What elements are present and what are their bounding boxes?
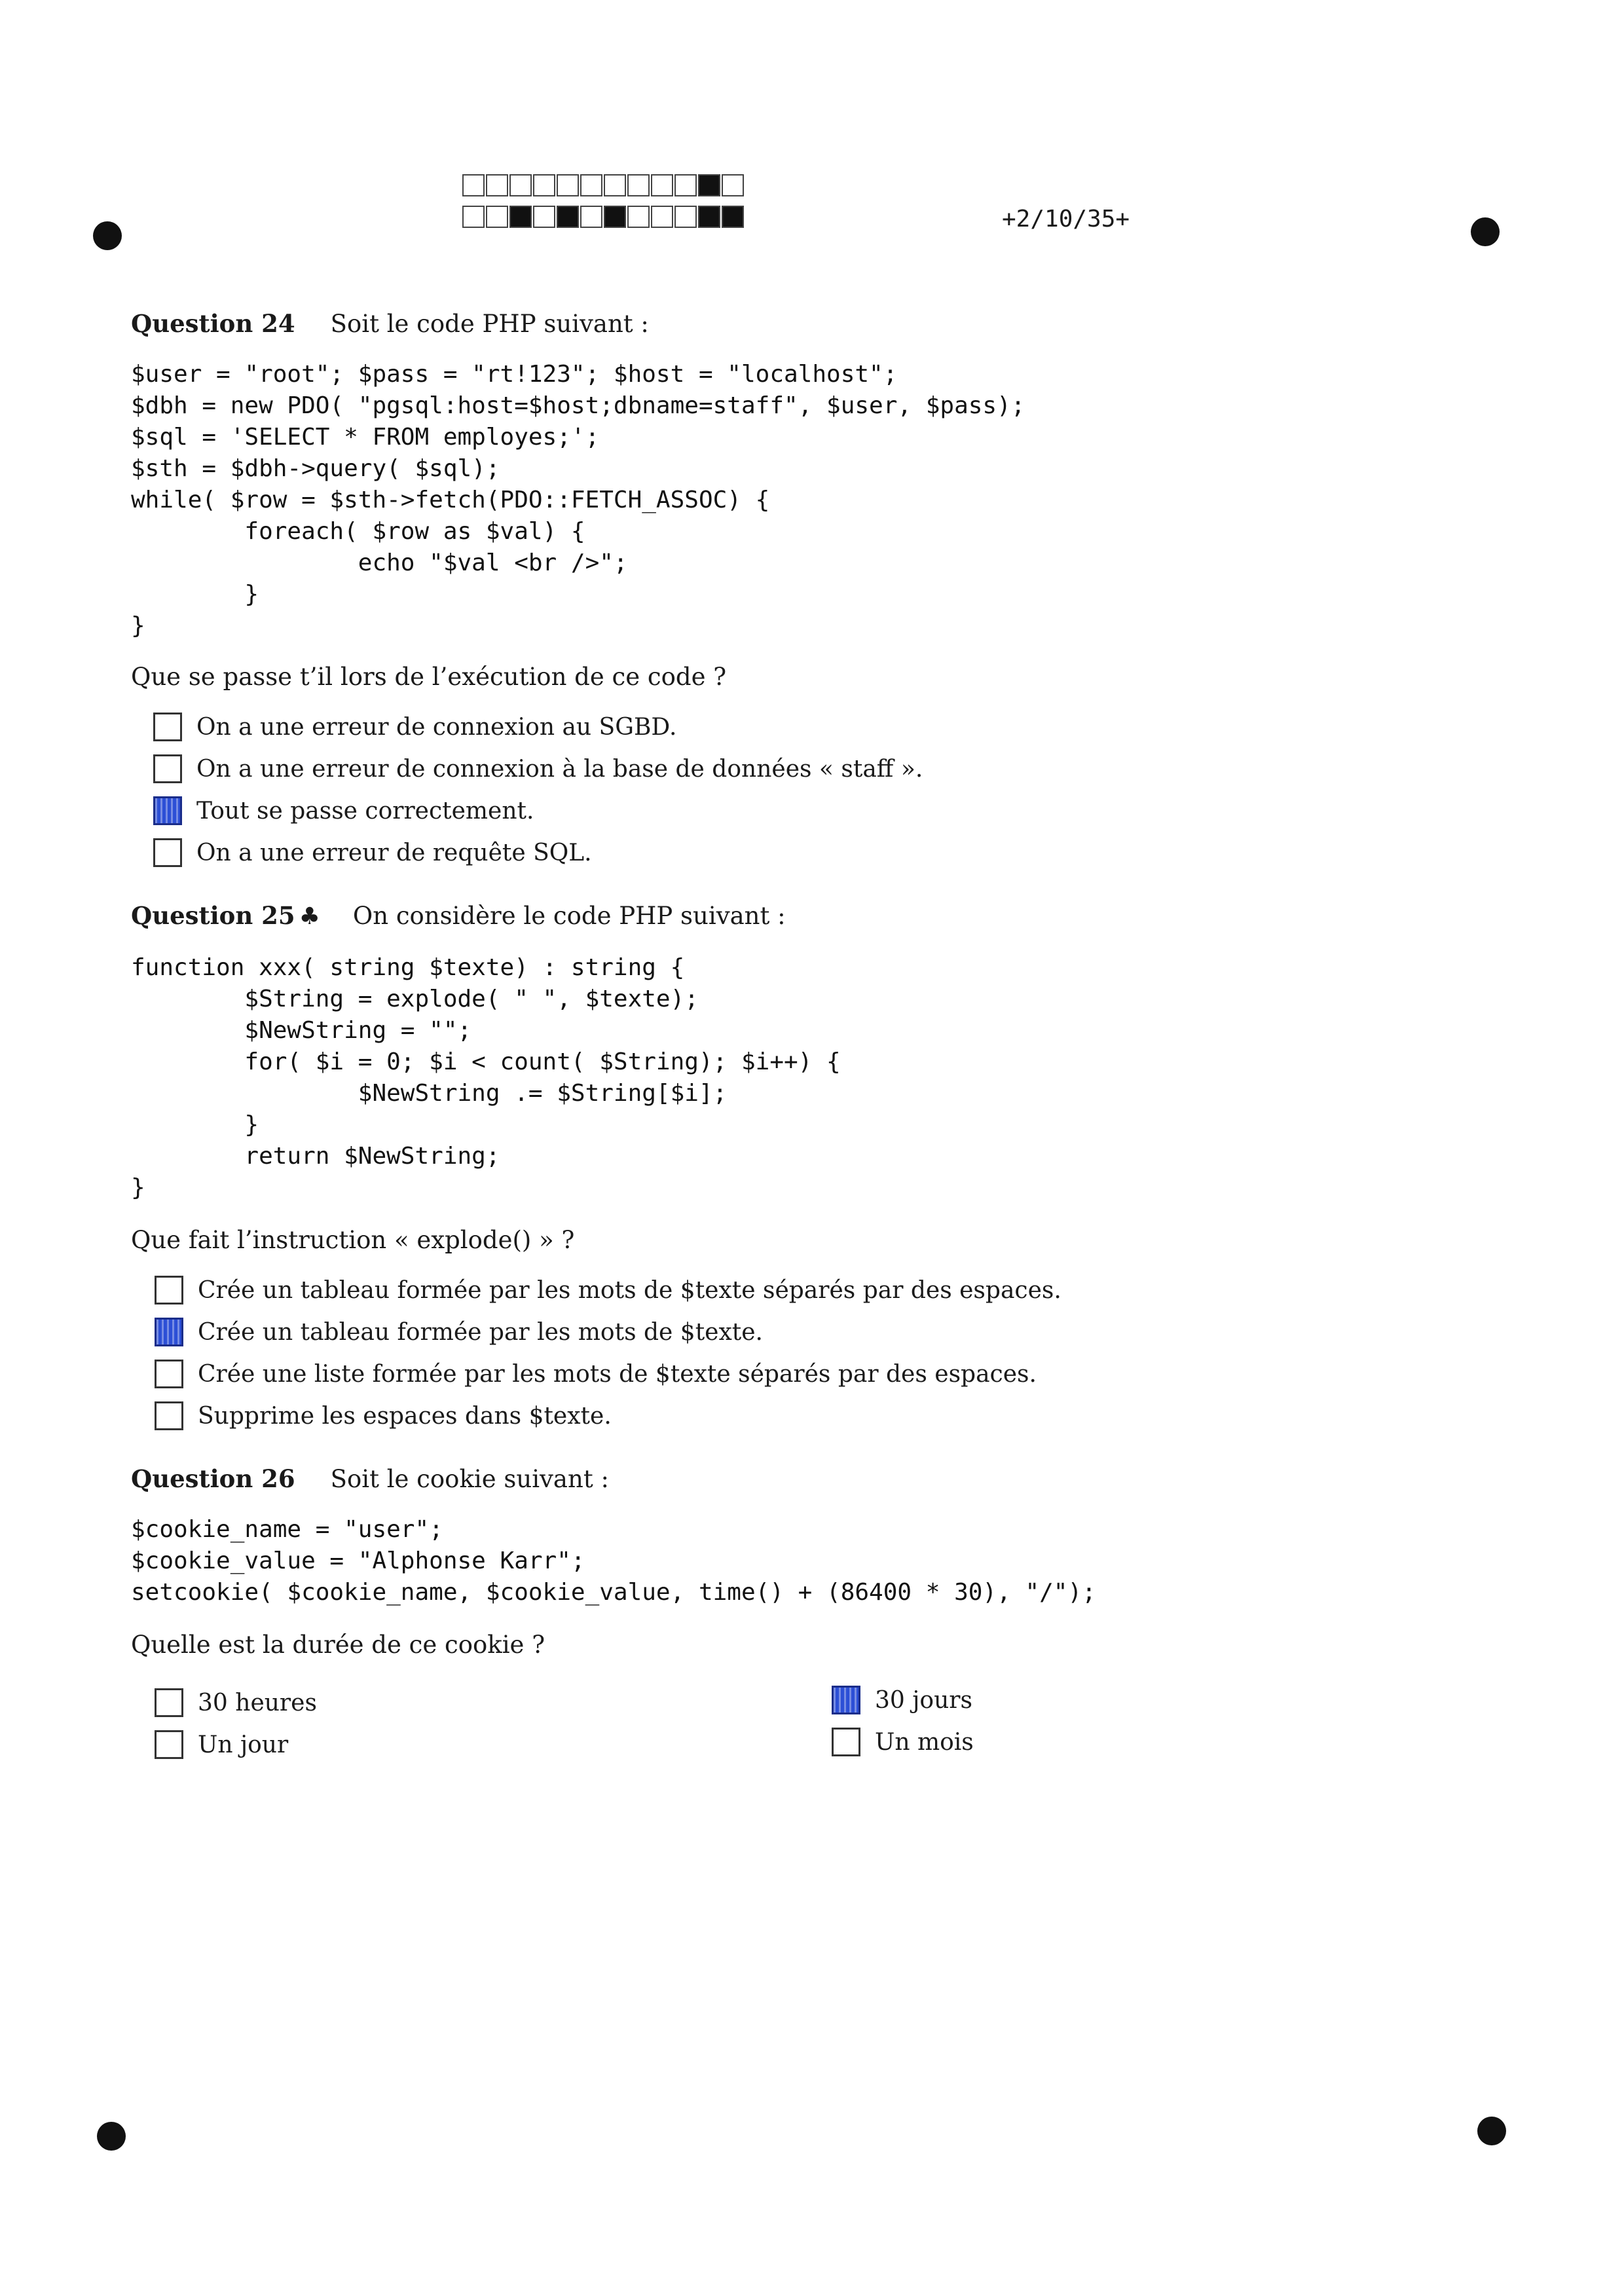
q24-option-3[interactable] [153,796,534,825]
q24-option-label: On a une erreur de requête SQL. [196,839,592,866]
q24-option-label: Tout se passe correctement. [196,797,534,824]
question-24-header [131,309,649,338]
q24-checkbox-3[interactable] [153,796,182,825]
question-26-header [131,1464,609,1493]
q25-checkbox-3[interactable] [155,1360,183,1388]
barcode-top-cell [509,174,532,196]
registration-mark-bottom-left [97,2122,126,2151]
barcode-bottom-row [462,206,745,228]
q26-option-1[interactable] [155,1688,317,1717]
barcode-bottom-cell [722,206,744,228]
barcode-bottom-cell [462,206,485,228]
question-26-code: $cookie_name = "user"; $cookie_value = "Alphonse Karr"; setcookie( $cookie_name, $cookie_value, time() + (86400 * 30), "/"); [131,1516,1096,1606]
q26-checkbox-2[interactable] [155,1730,183,1759]
q25-checkbox-4[interactable] [155,1401,183,1430]
question-25-label: Question 25 ♣ [131,901,320,930]
barcode-top-cell [557,174,579,196]
barcode-top-cell [674,174,697,196]
q26-option-3[interactable] [832,1686,972,1714]
q24-option-1[interactable] [153,713,676,741]
q25-option-label: Crée une liste formée par les mots de $texte séparés par des espaces. [198,1360,1037,1388]
barcode-bottom-cell [486,206,508,228]
question-25-prompt: Que fait l’instruction « explode() » ? [131,1226,575,1254]
barcode-top-cell [486,174,508,196]
barcode-bottom-cell [509,206,532,228]
q26-checkbox-4[interactable] [832,1728,860,1756]
registration-mark-bottom-right [1477,2117,1506,2145]
question-25-header [131,901,786,930]
q24-checkbox-1[interactable] [153,713,182,741]
question-24-label: Question 24 [131,309,295,338]
q26-option-label: 30 jours [875,1686,972,1714]
q26-checkbox-3[interactable] [832,1686,860,1714]
registration-mark-top-left [93,221,122,250]
q24-option-2[interactable] [153,754,923,783]
q25-checkbox-1[interactable] [155,1276,183,1305]
barcode-bottom-cell [674,206,697,228]
barcode-top-row [462,174,745,196]
q26-option-label: Un jour [198,1731,289,1758]
question-25-intro: On considère le code PHP suivant : [352,902,786,930]
q24-option-4[interactable] [153,838,592,867]
barcode-top-cell [722,174,744,196]
question-26-label: Question 26 [131,1464,295,1493]
barcode-bottom-cell [627,206,650,228]
question-24-code: $user = "root"; $pass = "rt!123"; $host = "localhost"; $dbh = new PDO( "pgsql:host=$host;dbname=staff", $user, $pass); $sql = 'SELECT * FROM employes;'; $sth = $dbh->query( $sql); while( $row = $sth->fetch(PDO::FETCH_ASSOC) { foreach( $row as $val) { echo "$val <br />"; } } [131,361,1025,639]
club-icon: ♣ [299,902,320,930]
barcode-bottom-cell [698,206,720,228]
q26-option-label: 30 heures [198,1689,317,1716]
q25-option-3[interactable] [155,1360,1037,1388]
q25-option-2[interactable] [155,1318,763,1346]
question-26-prompt: Quelle est la durée de ce cookie ? [131,1631,545,1659]
question-26-intro: Soit le cookie suivant : [330,1465,609,1493]
barcode-top-cell [627,174,650,196]
barcode-top-cell [698,174,720,196]
q26-option-2[interactable] [155,1730,288,1759]
barcode-top-cell [580,174,602,196]
q26-checkbox-1[interactable] [155,1688,183,1717]
q24-checkbox-4[interactable] [153,838,182,867]
barcode-bottom-cell [580,206,602,228]
barcode-top-cell [604,174,626,196]
q25-option-label: Crée un tableau formée par les mots de $texte. [198,1318,763,1346]
page-id: +2/10/35+ [1002,206,1130,232]
q25-checkbox-2[interactable] [155,1318,183,1346]
question-25-code: function xxx( string $texte) : string { $String = explode( " ", $texte); $NewString = ""; for( $i = 0; $i < count( $String); $i++) { $NewString .= $String[$i]; } return $NewString; } [131,954,841,1201]
q24-option-label: On a une erreur de connexion au SGBD. [196,713,677,741]
q25-option-1[interactable] [155,1276,1061,1305]
barcode-top-cell [533,174,555,196]
q25-option-label: Crée un tableau formée par les mots de $texte séparés par des espaces. [198,1276,1061,1304]
barcode-top-cell [462,174,485,196]
question-24-intro: Soit le code PHP suivant : [330,310,649,338]
barcode-top-cell [651,174,673,196]
q25-option-label: Supprime les espaces dans $texte. [198,1402,612,1430]
q24-checkbox-2[interactable] [153,754,182,783]
barcode-bottom-cell [533,206,555,228]
registration-mark-top-right [1471,217,1500,246]
barcode-bottom-cell [604,206,626,228]
question-24-prompt: Que se passe t’il lors de l’exécution de ce code ? [131,663,727,691]
q26-option-label: Un mois [875,1728,974,1756]
q25-option-4[interactable] [155,1401,612,1430]
q26-option-4[interactable] [832,1728,974,1756]
q24-option-label: On a une erreur de connexion à la base de données « staff ». [196,755,923,783]
barcode-bottom-cell [557,206,579,228]
barcode-bottom-cell [651,206,673,228]
